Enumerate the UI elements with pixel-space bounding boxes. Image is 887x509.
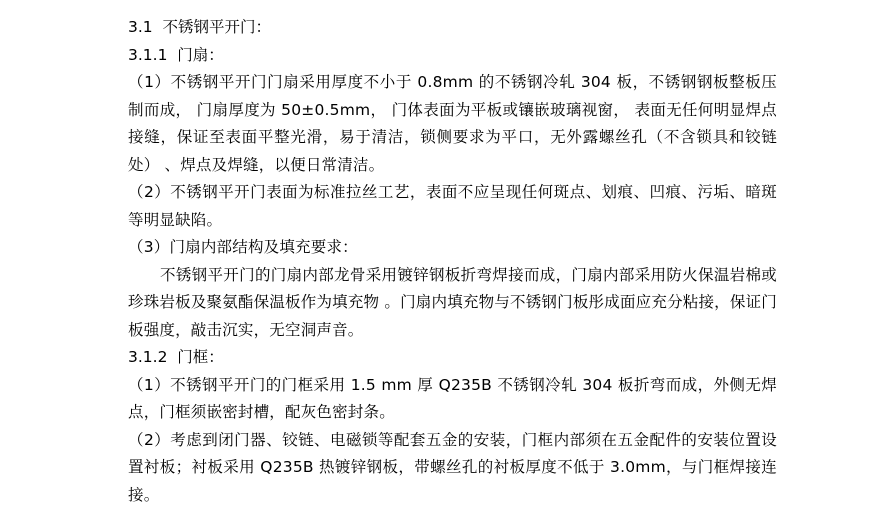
paragraph-door-frame-material: （1）不锈钢平开门的门框采用 1.5 mm 厚 Q235B 不锈钢冷轧 304 板折弯而成，外侧无焊点，门框须嵌密封槽，配灰色密封条。	[128, 372, 777, 427]
section-heading-3-1-2: 3.1.2 门框：	[128, 344, 777, 372]
document-body	[128, 14, 777, 509]
paragraph-door-leaf-material: （1）不锈钢平开门门扇采用厚度不小于 0.8mm 的不锈钢冷轧 304 板，不锈钢钢板整板压制而成， 门扇厚度为 50±0.5mm， 门体表面为平板或镶嵌玻璃视窗， 表面无任何明显焊点接缝，保证至表面平整光滑，易于清洁，锁侧要求为平口，无外露螺丝孔（不含锁具和铰链处） 、焊点及焊缝，以便日常清洁。	[128, 69, 777, 179]
section-heading-3-1-1: 3.1.1 门扇：	[128, 42, 777, 70]
section-heading-3-1: 3.1 不锈钢平开门：	[128, 14, 777, 42]
paragraph-door-leaf-surface: （2）不锈钢平开门表面为标准拉丝工艺，表面不应呈现任何斑点、划痕、凹痕、污垢、暗斑等明显缺陷。	[128, 179, 777, 234]
paragraph-door-leaf-structure-title: （3）门扇内部结构及填充要求：	[128, 234, 777, 262]
paragraph-door-leaf-structure-body: 不锈钢平开门的门扇内部龙骨采用镀锌钢板折弯焊接而成，门扇内部采用防火保温岩棉或珍珠岩板及聚氨酯保温板作为填充物 。门扇内填充物与不锈钢门板彤成面应充分粘接，保证门板强度，敲击沉实，无空洞声音。	[128, 262, 777, 345]
paragraph-door-frame-hardware: （2）考虑到闭门器、铰链、电磁锁等配套五金的安装，门框内部须在五金配件的安装位置设置衬板；衬板采用 Q235B 热镀锌钢板，带螺丝孔的衬板厚度不低于 3.0mm，与门框焊接连接。	[128, 427, 777, 509]
